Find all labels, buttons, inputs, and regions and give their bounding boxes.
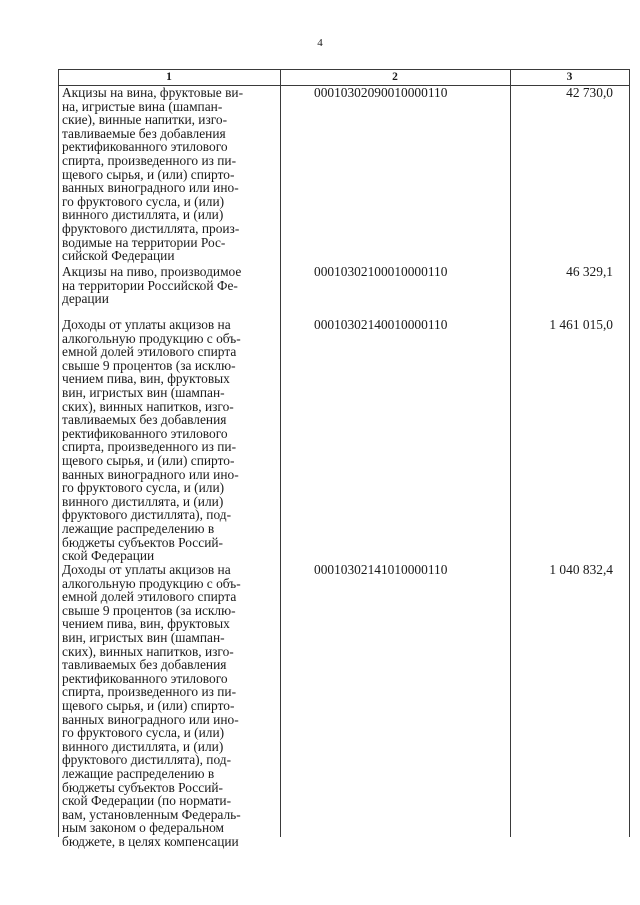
row-name bbox=[62, 265, 288, 306]
row-name bbox=[62, 318, 288, 563]
row-name-line: Акцизы на вина, фруктовые ви- bbox=[62, 85, 244, 100]
row-name-line: винного дистиллята, и (или) bbox=[62, 207, 224, 223]
row-name-line: ских), винных напитков, изго- bbox=[62, 398, 234, 414]
row-name-line: алкогольную продукцию с объ- bbox=[62, 575, 241, 591]
row-name bbox=[62, 563, 288, 848]
row-code: 00010302090010000110 bbox=[314, 85, 448, 100]
row-name-line: ванных виноградного или ино- bbox=[62, 711, 239, 727]
row-name-line: бюджете, в целях компенсации bbox=[62, 833, 239, 849]
table-header bbox=[58, 69, 629, 86]
row-name-line: на, игристые вина (шампан- bbox=[62, 98, 223, 114]
row-name-line: ских), винных напитков, изго- bbox=[62, 643, 234, 659]
row-name-line: вин, игристых вин (шампан- bbox=[62, 629, 225, 645]
row-code: 00010302100010000110 bbox=[314, 264, 448, 279]
row-name-line: лежащие распределению в bbox=[62, 520, 215, 536]
row-name bbox=[62, 86, 288, 263]
row-name-line: тавливаемые без добавления bbox=[62, 125, 226, 141]
row-name-line: спирта, произведенного из пи- bbox=[62, 684, 237, 700]
row-name-line: Доходы от уплаты акцизов на bbox=[62, 562, 231, 577]
row-name-line: щевого сырья, и (или) спирто- bbox=[62, 697, 235, 713]
row-name-line: фруктового дистиллята), под- bbox=[62, 507, 232, 523]
row-code: 00010302140010000110 bbox=[314, 317, 448, 332]
row-name-line: чением пива, вин, фруктовых bbox=[62, 616, 230, 632]
row-name-line: водимые на территории Рос- bbox=[62, 234, 226, 250]
row-name-line: на территории Российской Фе- bbox=[62, 277, 238, 293]
row-name-line: ванных виноградного или ино- bbox=[62, 180, 239, 196]
row-name-line: фруктового дистиллята), под- bbox=[62, 752, 232, 768]
row-name-line: щевого сырья, и (или) спирто- bbox=[62, 166, 235, 182]
header-col-2: 2 bbox=[392, 71, 398, 83]
row-name-line: дерации bbox=[62, 291, 109, 307]
table-divider-2 bbox=[510, 69, 511, 837]
row-name-line: винного дистиллята, и (или) bbox=[62, 493, 224, 509]
row-name-line: бюджеты субъектов Россий- bbox=[62, 779, 223, 795]
row-name-line: ской Федерации (по нормати- bbox=[62, 793, 232, 809]
row-name-line: ным законом о федеральном bbox=[62, 820, 225, 836]
page-number: 4 bbox=[317, 37, 323, 49]
row-value: 46 329,1 bbox=[566, 264, 613, 279]
row-name-line: емной долей этилового спирта bbox=[62, 589, 237, 605]
table-border-left bbox=[58, 69, 59, 837]
row-name-line: ской Федерации bbox=[62, 548, 155, 564]
row-name-line: ские), винные напитки, изго- bbox=[62, 112, 228, 128]
row-name-line: чением пива, вин, фруктовых bbox=[62, 371, 230, 387]
row-name-line: го фруктового сусла, и (или) bbox=[62, 193, 225, 209]
row-name-line: Акцизы на пиво, производимое bbox=[62, 264, 242, 279]
row-name-line: тавливаемых без добавления bbox=[62, 412, 227, 428]
row-name-line: ректификованного этилового bbox=[62, 670, 228, 686]
row-name-line: тавливаемых без добавления bbox=[62, 657, 227, 673]
row-value: 1 461 015,0 bbox=[549, 317, 613, 332]
row-name-line: ректификованного этилового bbox=[62, 139, 228, 155]
row-value: 1 040 832,4 bbox=[549, 562, 613, 577]
row-name-line: сийской Федерации bbox=[62, 248, 175, 264]
row-name-line: ректификованного этилового bbox=[62, 425, 228, 441]
row-name-line: свыше 9 процентов (за исклю- bbox=[62, 602, 236, 618]
row-name-line: спирта, произведенного из пи- bbox=[62, 152, 237, 168]
row-name-line: свыше 9 процентов (за исклю- bbox=[62, 357, 236, 373]
row-name-line: Доходы от уплаты акцизов на bbox=[62, 317, 231, 332]
row-name-line: вин, игристых вин (шампан- bbox=[62, 384, 225, 400]
header-col-1: 1 bbox=[166, 71, 172, 83]
row-name-line: щевого сырья, и (или) спирто- bbox=[62, 452, 235, 468]
table-border-right bbox=[629, 69, 630, 837]
row-name-line: спирта, произведенного из пи- bbox=[62, 439, 237, 455]
row-name-line: емной долей этилового спирта bbox=[62, 344, 237, 360]
row-name-line: бюджеты субъектов Россий- bbox=[62, 534, 223, 550]
row-name-line: вам, установленным Федераль- bbox=[62, 806, 241, 822]
row-name-line: лежащие распределению в bbox=[62, 765, 215, 781]
row-name-line: ванных виноградного или ино- bbox=[62, 466, 239, 482]
row-name-line: го фруктового сусла, и (или) bbox=[62, 725, 225, 741]
row-value: 42 730,0 bbox=[566, 85, 613, 100]
row-name-line: го фруктового сусла, и (или) bbox=[62, 480, 225, 496]
row-name-line: винного дистиллята, и (или) bbox=[62, 738, 224, 754]
row-code: 00010302141010000110 bbox=[314, 562, 448, 577]
row-name-line: фруктового дистиллята, произ- bbox=[62, 220, 240, 236]
header-col-3: 3 bbox=[566, 71, 573, 83]
row-name-line: алкогольную продукцию с объ- bbox=[62, 330, 241, 346]
